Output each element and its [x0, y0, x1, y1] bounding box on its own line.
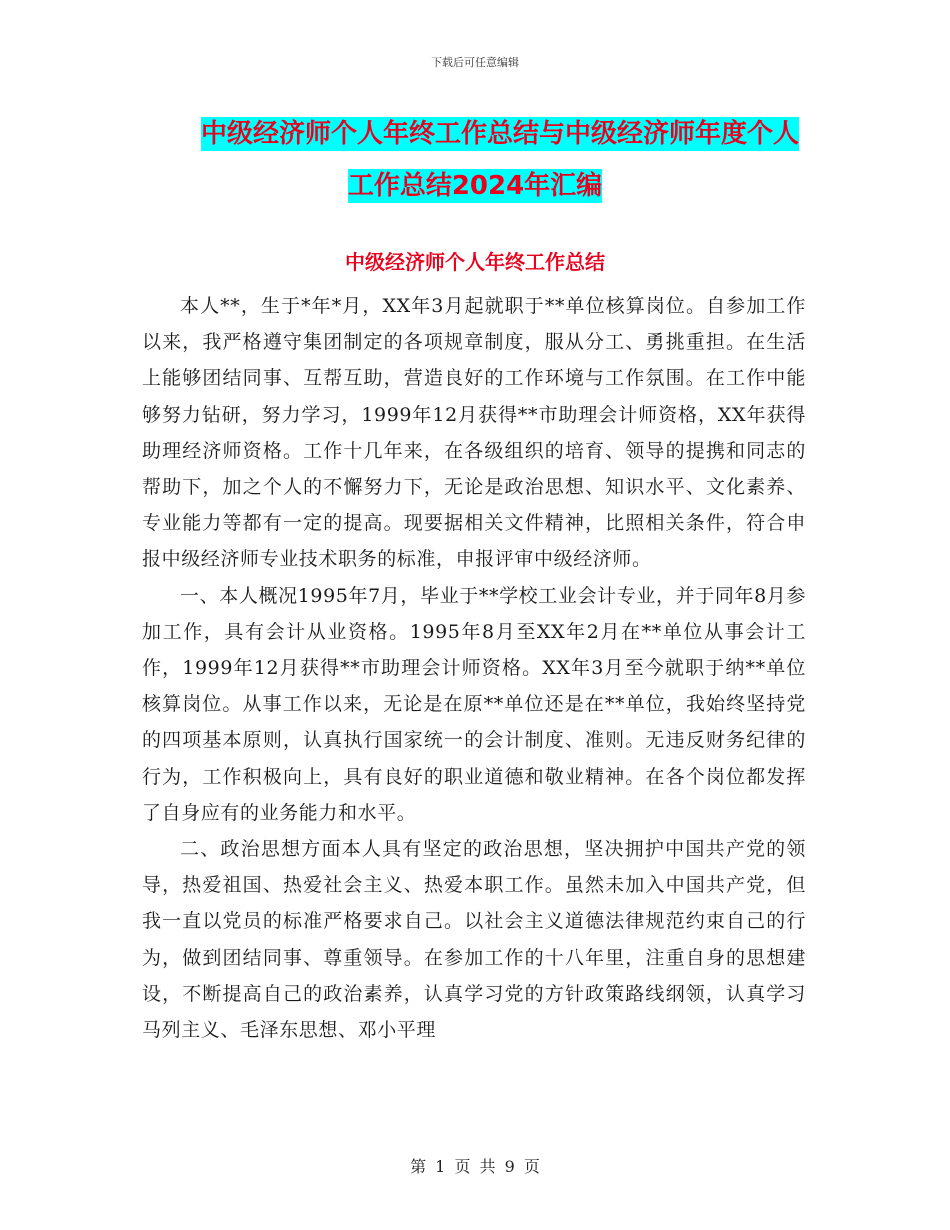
page-number: 第 1 页 共 9 页: [410, 1157, 540, 1176]
paragraph: 一、本人概况1995年7月，毕业于**学校工业会计专业，并于同年8月参加工作，具有会计从业资格。1995年8月至XX年2月在**单位从事会计工作，1999年12月获得**市助理会计师资格。XX年3月至今就职于纳**单位核算岗位。从事工作以来，无论是在原**单位还是在**单位，我始终坚持党的四项基本原则，认真执行国家统一的会计制度、准则。无违反财务纪律的行为，工作积极向上，具有良好的职业道德和敬业精神。在各个岗位都发挥了自身应有的业务能力和水平。: [142, 584, 806, 824]
paragraph: 二、政治思想方面本人具有坚定的政治思想，坚决拥护中国共产党的领导，热爱祖国、热爱社会主义、热爱本职工作。虽然未加入中国共产党，但我一直以党员的标准严格要求自己。以社会主义道德法律规范约束自己的行为，做到团结同事、尊重领导。在参加工作的十八年里，注重自身的思想建设，不断提高自己的政治素养，认真学习党的方针政策路线纲领，认真学习马列主义、毛泽东思想、邓小平理: [142, 838, 806, 1042]
title-line-1: 中级经济师个人年终工作总结与中级经济师年度个人: [200, 119, 799, 149]
document-title: [0, 108, 950, 212]
paragraph: 本人**，生于*年*月，XX年3月起就职于**单位核算岗位。自参加工作以来，我严格遵守集团制定的各项规章制度，服从分工、勇挑重担。在生活上能够团结同事、互帮互助，营造良好的工作环境与工作氛围。在工作中能够努力钻研，努力学习，1999年12月获得**市助理会计师资格，XX年获得助理经济师资格。工作十几年来，在各级组织的培育、领导的提携和同志的帮助下，加之个人的不懈努力下，无论是政治思想、知识水平、文化素养、专业能力等都有一定的提高。现要据相关文件精神，比照相关条件，符合申报中级经济师专业技术职务的标准，申报评审中级经济师。: [142, 295, 806, 571]
page-header: 下载后可任意编辑: [431, 56, 519, 69]
section-title: 中级经济师个人年终工作总结: [345, 250, 605, 274]
title-line-2: 工作总结2024年汇编: [347, 171, 603, 201]
body-text: [142, 288, 806, 1048]
